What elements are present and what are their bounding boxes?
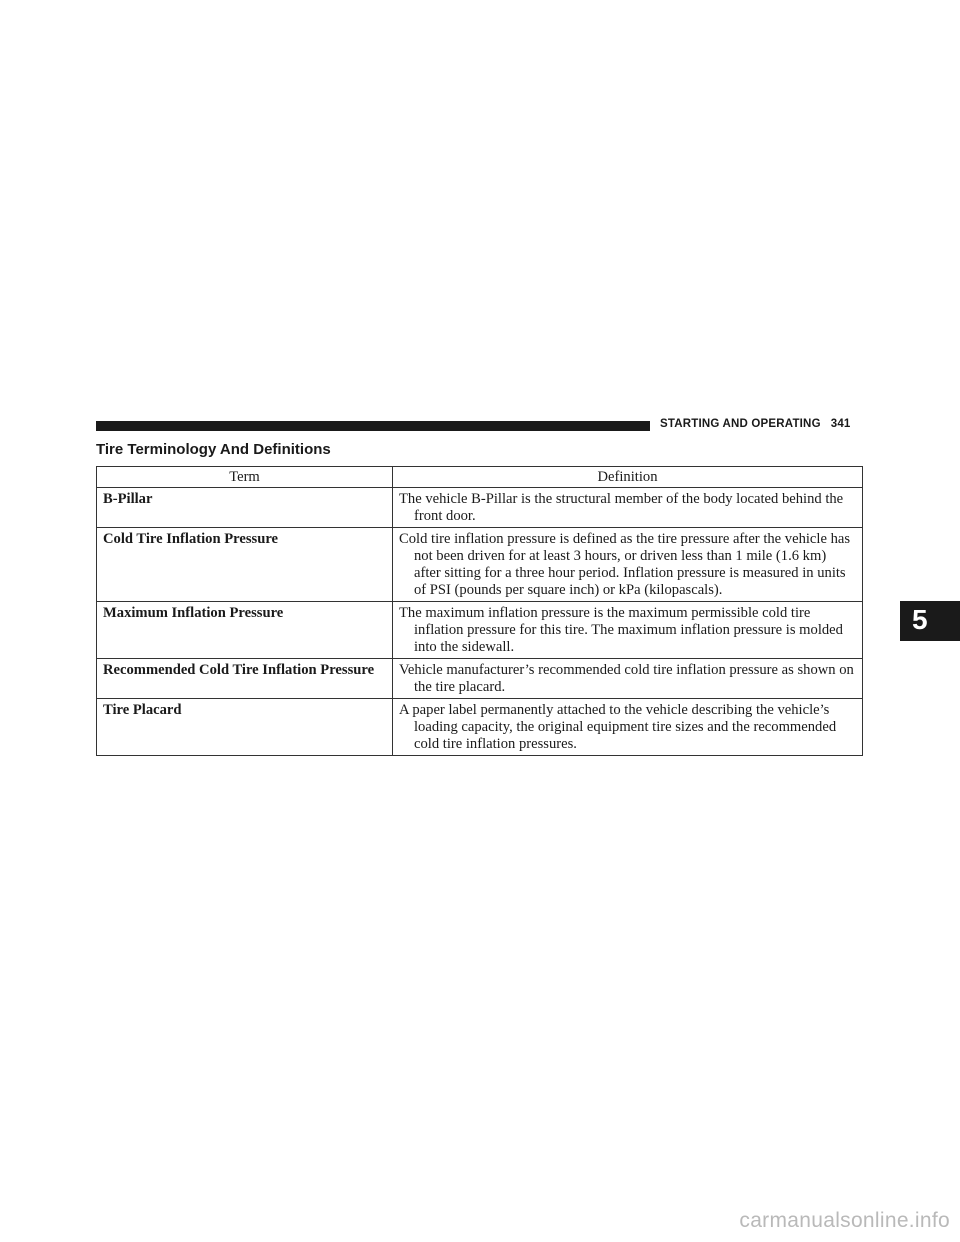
header-rule bbox=[96, 421, 650, 431]
table-row bbox=[97, 699, 863, 756]
chapter-tab bbox=[900, 601, 960, 641]
watermark: carmanualsonline.info bbox=[739, 1209, 950, 1232]
term-cell: Tire Placard bbox=[97, 699, 393, 756]
column-header-term: Term bbox=[97, 467, 393, 488]
definition-cell: Cold tire inflation pressure is defined as the tire pressure after the vehicle has not been driven for at least 3 hours, or driven less than 1 mile (1.6 km) after sitting for a three hour period. Inflation pressure is measured in units of PSI (pounds per square inch) or kPa (kilopascals). bbox=[393, 528, 863, 602]
definition-cell: A paper label permanently attached to the vehicle describing the vehicle’s loading capacity, the original equipment tire sizes and the recommended cold tire inflation pressures. bbox=[393, 699, 863, 756]
term-cell: Cold Tire Inflation Pressure bbox=[97, 528, 393, 602]
term-cell: Maximum Inflation Pressure bbox=[97, 602, 393, 659]
term-cell: B-Pillar bbox=[97, 488, 393, 528]
table-header-row bbox=[97, 467, 863, 488]
section-title: Tire Terminology And Definitions bbox=[96, 441, 331, 458]
definitions-table bbox=[96, 466, 863, 756]
definition-cell: The vehicle B-Pillar is the structural member of the body located behind the front door. bbox=[393, 488, 863, 528]
table-row bbox=[97, 602, 863, 659]
page-number: 341 bbox=[830, 418, 851, 430]
column-header-definition: Definition bbox=[393, 467, 863, 488]
table-row bbox=[97, 659, 863, 699]
term-cell: Recommended Cold Tire Inflation Pressure bbox=[97, 659, 393, 699]
definition-cell: The maximum inflation pressure is the maximum permissible cold tire inflation pressure for this tire. The maximum inflation pressure is molded into the sidewall. bbox=[393, 602, 863, 659]
table-row bbox=[97, 528, 863, 602]
section-name: STARTING AND OPERATING bbox=[660, 418, 821, 430]
definition-cell: Vehicle manufacturer’s recommended cold tire inflation pressure as shown on the tire placard. bbox=[393, 659, 863, 699]
running-header bbox=[660, 418, 851, 430]
table-row bbox=[97, 488, 863, 528]
chapter-number: 5 bbox=[912, 604, 928, 635]
